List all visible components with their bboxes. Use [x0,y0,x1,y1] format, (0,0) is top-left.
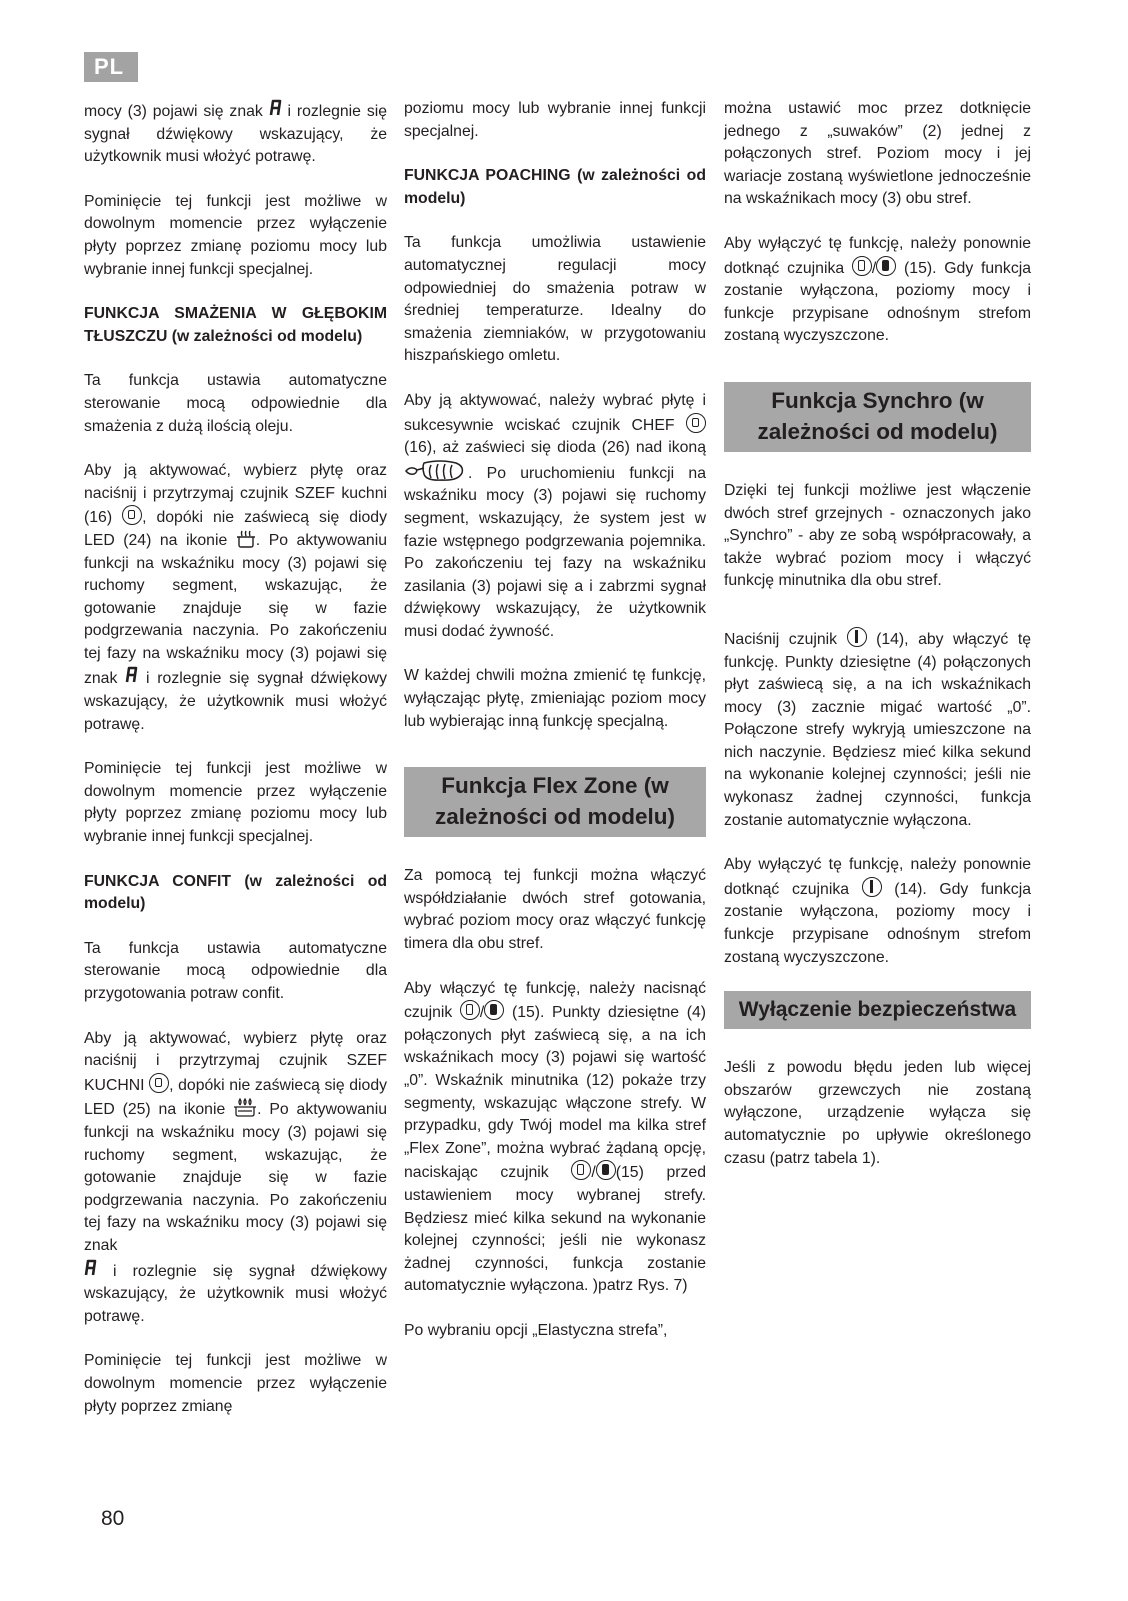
paragraph: Po wybraniu opcji „Elastyczna strefa”, [404,1321,668,1339]
segment-display-a-icon [125,665,138,684]
paragraph: Ta funkcja ustawia automatyczne sterowanie mocą odpowiednie dla przygotowania potraw confit. [84,939,387,1002]
language-tab: PL [84,52,138,82]
text: mocy (3) pojawi się znak [84,103,263,120]
section-band-safety-shutdown: Wyłączenie bezpieczeństwa [724,991,1031,1029]
text: . Po aktywowaniu funkcji na wskaźniku mocy (3) pojawi się ruchomy segment, wskazując, że gotowanie znajduje się w fazie podgrzewania naczynia. Po zakończeniu tej fazy na wskaźniku mocy (3) pojawi się znak [84,531,387,688]
column-1 [84,98,387,1440]
paragraph [84,460,387,736]
paragraph: Aby włączyć tę funkcję, należy nacisnąć czujnik / (15). Punkty dziesiętne (4) połączonych płyt zaświecą się, a na ich wskaźnikach mocy (3) pojawi się wartość „0”. Wskaźnik minutnika (12) pokaże trzy segmenty, wskazując włączone strefy. W przypadku, gdy Twój model ma kilka stref „Flex Zone”, można wybrać żądaną opcję, naciskając czujnik / (15) przed ustawieniem mocy wybranej strefy. Będziesz mieć kilka sekund na wykonanie kolejnej czynności; jeśli nie wykonasz żadnej czynności, funkcja zostanie automatycznie wyłączona. )patrz Rys. 7) [404,979,707,1295]
flex-zone-sensor-icon [460,1000,480,1020]
paragraph: można ustawić moc przez dotknięcie jednego z „suwaków” (2) jednej z połączonych stref. Poziom mocy i jej wariacje zostaną wyświetlone jednocześnie na wskaźnikach mocy (3) obu stref. [724,100,1031,208]
deep-fry-pot-icon [236,530,256,548]
text: Naciśnij czujnik [724,630,838,648]
text: (14). Gdy funkcja zostanie wyłączona, poziomy mocy i funkcje przypisane odnośnym strefom zostaną wyczyszczone. [724,880,1031,966]
column-2 [404,98,706,1365]
segment-display-a-icon [84,1258,97,1277]
paragraph: Ta funkcja ustawia automatyczne sterowanie mocą odpowiednie dla smażenia z dużą ilością oleju. [84,372,387,435]
text: i rozlegnie się sygnał dźwiękowy wskazujący, że użytkownik musi włożyć potrawę. [84,103,388,166]
paragraph: Ta funkcja umożliwia ustawienie automatycznej regulacji mocy odpowiedniej do smażenia potraw w średniej temperaturze. Idealny do smażenia ziemniaków, w przygotowaniu hiszpańskiego omletu. [404,234,706,365]
flex-zone-sensor-filled-icon [484,1000,504,1020]
section-heading: FUNKCJA CONFIT (w zależności od modelu) [84,872,387,913]
paragraph: Pominięcie tej funkcji jest możliwe w dowolnym momencie przez wyłączenie płyty poprzez zmianę [84,1352,387,1415]
text: Aby wyłączyć tę funkcję, należy ponownie dotknąć czujnika [724,234,1031,277]
paragraph: Aby wyłączyć tę funkcję, należy ponownie dotknąć czujnika / (15). Gdy funkcja zostanie wyłączona, poziomy mocy i funkcje przypisane odnośnym strefom zostaną wyczyszczone. [724,234,1032,345]
text: i rozlegnie się sygnał dźwiękowy wskazujący, że użytkownik musi włożyć potrawę. [84,670,387,733]
paragraph: Za pomocą tej funkcji można włączyć współdziałanie dwóch stref gotowania, wybrać poziom mocy oraz włączyć funkcję timera dla obu stref. [404,867,706,953]
paragraph: Pominięcie tej funkcji jest możliwe w dowolnym momencie przez wyłączenie płyty poprzez zmianę poziomu mocy lub wybranie innej funkcji specjalnej. [84,192,387,278]
paragraph: poziomu mocy lub wybranie innej funkcji specjalnej. [404,100,706,140]
page-number: 80 [101,1507,125,1530]
text: Aby ją aktywować, wybierz płytę oraz naciśnij i przytrzymaj czujnik SZEF kuchni (16) [84,462,387,527]
text: (15). Punkty dziesiętne (4) połączonych płyt zaświecą się, a na ich wskaźnikach mocy (3) pojawi się wartość „0”. Wskaźnik minutnika (12) pokaże trzy segmenty, wskazując włączone strefy. W przypadku, gdy Twój model ma kilka stref „Flex Zone”, można wybrać żądaną opcję, naciskając czujnik [404,1004,707,1182]
paragraph: Jeśli z powodu błędu jeden lub więcej obszarów grzewczych nie zostaną wyłączone, urządzenie wyłącza się automatycznie po upływie określonego czasu (patrz tabela 1). [724,1059,1031,1167]
paragraph [84,1028,387,1329]
paragraph: Dzięki tej funkcji możliwe jest włączenie dwóch stref grzejnych - oznaczonych jako „Synchro” - aby ze sobą współpracowały, a także wybrać poziom mocy i włączyć funkcję minutnika dla obu stref. [724,481,1031,590]
paragraph [724,854,1031,969]
chef-sensor-icon [122,505,142,525]
section-band-flex-zone: Funkcja Flex Zone (w zależności od modelu) [404,767,706,837]
text: Aby wyłączyć tę funkcję, należy ponownie dotknąć czujnika [724,856,1031,898]
synchro-sensor-icon [847,627,867,647]
flex-zone-sensor-icon [571,1160,591,1180]
section-heading: FUNKCJA SMAŻENIA W GŁĘBOKIM TŁUSZCZU (w zależności od modelu) [84,305,387,345]
poaching-pan-icon [404,460,468,482]
column-3 [724,98,1031,1192]
section-heading: FUNKCJA POACHING (w zależności od modelu) [404,167,706,207]
text: . Po aktywowaniu funkcji na wskaźniku mocy (3) pojawi się ruchomy segment, wskazując, że gotowanie znajduje się w fazie podgrzewania naczynia. Po zakończeniu tej fazy na wskaźniku mocy (3) pojawi się znak [84,1101,387,1254]
text: . Po uruchomieniu funkcji na wskaźniku mocy (3) pojawi się ruchomy segment, wskazujący, że system jest w fazie wstępnego podgrzewania pojemnika. Po zakończeniu tej fazy na wskaźniku zasilania (3) pojawi się a i zabrzmi sygnał dźwiękowy wskazujący, że użytkownik musi dodać żywność. [404,464,706,640]
paragraph [404,390,706,644]
paragraph [84,98,387,169]
flex-zone-sensor-filled-icon [876,256,896,276]
text: (15). Gdy funkcja zostanie wyłączona, poziomy mocy i funkcje przypisane odnośnym strefom zostaną wyczyszczone. [724,259,1032,345]
text: Aby ją aktywować, należy wybrać płytę i sukcesywnie wciskać czujnik CHEF [404,391,706,434]
text: Aby ją aktywować, wybierz płytę oraz naciśnij i przytrzymaj czujnik SZEF KUCHNI [84,1029,387,1094]
text: (16), aż zaświeci się dioda (26) nad ikoną [404,439,706,457]
confit-steam-pot-icon [233,1097,257,1117]
paragraph: W każdej chwili można zmienić tę funkcję, wyłączając płytę, zmieniając poziom mocy lub wybierając inną funkcję specjalną. [404,667,706,730]
flex-zone-sensor-filled-icon [596,1160,616,1180]
text: (14), aby włączyć tę funkcję. Punkty dziesiętne (4) połączonych płyt zaświecą się, a na ich wskaźnikach mocy (3) zacznie migać wartość „0”. Połączone strefy wykryją umieszczone na nich naczynie. Będziesz mieć kilka sekund na wykonanie kolejnej czynności; jeśli nie wykonasz żadnej czynności, funkcja zostanie automatycznie wyłączona. [724,630,1032,829]
text: (15) przed ustawieniem mocy wybranej strefy. Będziesz mieć kilka sekund na wykonanie kolejnej czynności; jeśli nie wykonasz żadnej czynności, funkcja zostanie automatycznie wyłączona. )patrz Rys. 7) [404,1164,707,1295]
flex-zone-sensor-icon [852,256,872,276]
segment-display-a-icon [269,98,282,117]
paragraph [724,627,1031,832]
synchro-sensor-icon [862,877,882,897]
text: i rozlegnie się sygnał dźwiękowy wskazujący, że użytkownik musi włożyć potrawę. [84,1262,387,1325]
section-band-synchro: Funkcja Synchro (w zależności od modelu) [724,382,1031,452]
paragraph: Pominięcie tej funkcji jest możliwe w dowolnym momencie przez wyłączenie płyty poprzez zmianę poziomu mocy lub wybranie innej funkcji specjalnej. [84,760,387,846]
chef-sensor-icon [149,1073,169,1093]
chef-sensor-icon [686,413,706,433]
text: Aby włączyć tę funkcję, należy nacisnąć czujnik [404,979,706,1022]
text: , dopóki nie zaświecą się diody LED (24) na ikonie [84,509,387,549]
text: , dopóki nie zaświecą się diody LED (25) na ikonie [84,1076,387,1119]
